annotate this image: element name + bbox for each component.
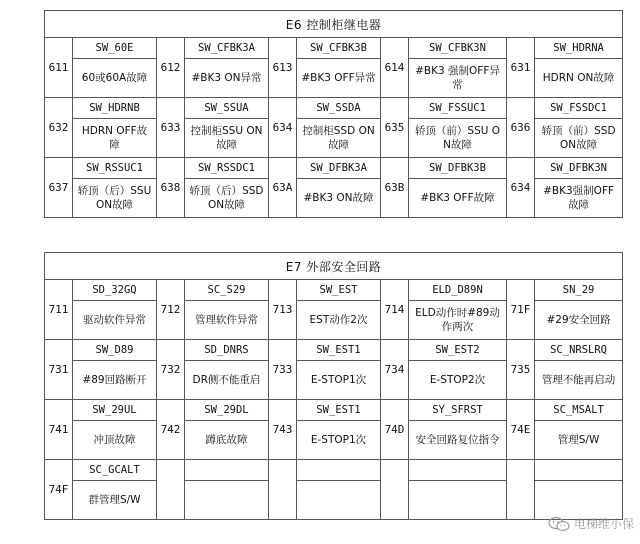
error-code-cell: 633 [157,98,185,158]
fault-description-text: #BK3 强制OFF异常 [415,65,500,91]
signal-name-cell: SW_SSDA [297,98,381,119]
signal-name-cell: SC_GCALT [73,460,157,481]
error-code-cell: 611 [45,38,73,98]
error-code-cell: 712 [157,280,185,340]
fault-description-text: #BK3 ON异常 [191,72,262,84]
error-code-cell: 731 [45,340,73,400]
fault-description-cell [297,301,381,340]
fault-description-cell [409,59,507,98]
table-row [45,361,623,400]
fault-description-cell [535,361,623,400]
signal-name-cell: SW_29DL [185,400,269,421]
error-code-cell: 635 [381,98,409,158]
signal-name-cell: SW_RSSDC1 [185,158,269,179]
fault-description-cell [185,119,269,158]
error-code-cell: 711 [45,280,73,340]
fault-description-cell [409,421,507,460]
signal-name-cell: SW_D89 [73,340,157,361]
fault-description-cell [535,59,623,98]
error-code-cell [507,460,535,520]
table-row [45,280,623,301]
fault-description-cell [185,301,269,340]
error-code-cell: 71F [507,280,535,340]
table-row [45,38,623,59]
signal-name-cell: SD_32GQ [73,280,157,301]
fault-description-cell [535,179,623,218]
signal-name-cell: SD_DNRS [185,340,269,361]
signal-name-cell: SW_HDRNB [73,98,157,119]
fault-description-text: 安全回路复位指令 [415,434,500,446]
fault-description-cell [185,179,269,218]
error-code-cell: 637 [45,158,73,218]
fault-description-cell [409,179,507,218]
table-row [45,421,623,460]
error-code-cell: 732 [157,340,185,400]
signal-name-cell: ELD_D89N [409,280,507,301]
fault-description-text: HDRN ON故障 [542,72,615,84]
fault-description-text: #BK3强制OFF故障 [543,185,615,211]
signal-name-cell: SW_EST2 [409,340,507,361]
signal-name-cell: SW_EST [297,280,381,301]
signal-name-cell: SW_RSSUC1 [73,158,157,179]
fault-description-text: 轿顶（后）SSD ON故障 [189,185,264,211]
fault-description-text: 冲顶故障 [93,434,136,446]
fault-description-cell [185,59,269,98]
fault-description-text: HDRN OFF故障 [81,125,148,151]
fault-description-cell [409,481,507,520]
error-code-cell: 63B [381,158,409,218]
table-row [45,98,623,119]
error-code-cell: 634 [507,158,535,218]
error-code-cell: 734 [381,340,409,400]
fault-description-cell [535,481,623,520]
signal-name-cell: SW_DFBK3B [409,158,507,179]
fault-description-text: 管理软件异常 [195,314,258,326]
fault-description-text: E-STOP1次 [310,374,367,386]
signal-name-cell [409,460,507,481]
error-code-cell: 74E [507,400,535,460]
table-row [45,400,623,421]
error-code-cell: 735 [507,340,535,400]
fault-description-text: #BK3 OFF故障 [420,192,495,204]
fault-description-text: 控制柜SSD ON故障 [302,125,375,151]
fault-description-text: 管理S/W [557,434,600,446]
error-code-cell: 636 [507,98,535,158]
fault-description-cell [185,361,269,400]
fault-description-text: #BK3 ON故障 [303,192,374,204]
signal-name-cell: SW_SSUA [185,98,269,119]
error-code-cell: 743 [269,400,297,460]
table-row [45,301,623,340]
error-code-cell: 713 [269,280,297,340]
fault-description-cell [185,481,269,520]
fault-description-text: 驱动软件异常 [83,314,146,326]
fault-description-cell [73,59,157,98]
watermark-text: 电梯维小保 [573,517,634,531]
wechat-logo-icon [548,516,570,532]
table-row [45,179,623,218]
signal-name-cell: SC_NRSLRQ [535,340,623,361]
fault-description-text: 控制柜SSU ON故障 [190,125,263,151]
table-row [45,119,623,158]
e6-section-title: E6 控制柜继电器 [45,11,623,38]
e7-section-title: E7 外部安全回路 [45,253,623,280]
fault-description-text: 轿顶（后）SSU ON故障 [77,185,152,211]
e6-error-table [44,10,623,218]
error-code-cell: 741 [45,400,73,460]
table-row [45,158,623,179]
fault-description-cell [409,361,507,400]
fault-description-text: 轿顶（前）SSU ON故障 [414,125,501,151]
fault-description-text: EST动作2次 [309,314,368,326]
fault-description-cell [535,301,623,340]
signal-name-cell: SW_FSSUC1 [409,98,507,119]
fault-description-cell [73,179,157,218]
table-row [45,460,623,481]
fault-description-cell [297,59,381,98]
fault-description-cell [73,481,157,520]
error-code-cell: 714 [381,280,409,340]
error-code-cell: 634 [269,98,297,158]
signal-name-cell: SW_EST1 [297,340,381,361]
fault-description-text: ELD动作时#89动作两次 [415,307,500,333]
fault-description-cell [409,301,507,340]
fault-description-cell [297,421,381,460]
error-code-cell: 632 [45,98,73,158]
signal-name-cell: SW_CFBK3B [297,38,381,59]
fault-description-cell [185,421,269,460]
e7-error-table [44,252,623,520]
fault-description-text: DR侧不能重启 [192,374,261,386]
fault-description-cell [297,361,381,400]
table-row [45,59,623,98]
table-row [45,340,623,361]
signal-name-cell: SC_MSALT [535,400,623,421]
fault-description-cell [297,179,381,218]
signal-name-cell [185,460,269,481]
fault-description-text: #89回路断开 [82,374,147,386]
signal-name-cell: SW_CFBK3A [185,38,269,59]
fault-description-text: #BK3 OFF异常 [301,72,376,84]
signal-name-cell [535,460,623,481]
fault-description-text: #29安全回路 [546,314,611,326]
table-row [45,481,623,520]
signal-name-cell: SY_SFRST [409,400,507,421]
fault-description-text: E-STOP1次 [310,434,367,446]
fault-description-cell [73,301,157,340]
fault-description-text: E-STOP2次 [429,374,486,386]
fault-description-text: 管理不能再启动 [541,374,616,386]
fault-description-cell [535,421,623,460]
fault-description-cell [73,361,157,400]
signal-name-cell: SW_DFBK3N [535,158,623,179]
watermark [548,515,634,532]
signal-name-cell: SW_29UL [73,400,157,421]
error-code-cell: 638 [157,158,185,218]
error-code-cell: 613 [269,38,297,98]
fault-description-text: 蹲底故障 [205,434,248,446]
signal-name-cell: SN_29 [535,280,623,301]
error-code-cell: 612 [157,38,185,98]
signal-name-cell: SC_S29 [185,280,269,301]
fault-description-cell [297,481,381,520]
fault-description-cell [535,119,623,158]
signal-name-cell: SW_60E [73,38,157,59]
error-code-cell: 614 [381,38,409,98]
error-code-cell [381,460,409,520]
fault-description-text: 群管理S/W [88,494,141,506]
fault-description-text: 60或60A故障 [81,72,148,84]
error-code-cell: 631 [507,38,535,98]
error-code-cell: 74F [45,460,73,520]
fault-description-cell [297,119,381,158]
signal-name-cell: SW_HDRNA [535,38,623,59]
error-code-cell: 63A [269,158,297,218]
signal-name-cell: SW_EST1 [297,400,381,421]
fault-description-cell [73,421,157,460]
error-code-cell: 733 [269,340,297,400]
signal-name-cell: SW_DFBK3A [297,158,381,179]
fault-description-cell [409,119,507,158]
error-code-cell [269,460,297,520]
fault-description-cell [73,119,157,158]
fault-description-text: 轿顶（前）SSD ON故障 [541,125,616,151]
error-code-cell: 74D [381,400,409,460]
error-code-cell: 742 [157,400,185,460]
signal-name-cell: SW_CFBK3N [409,38,507,59]
signal-name-cell: SW_FSSDC1 [535,98,623,119]
error-code-cell [157,460,185,520]
signal-name-cell [297,460,381,481]
